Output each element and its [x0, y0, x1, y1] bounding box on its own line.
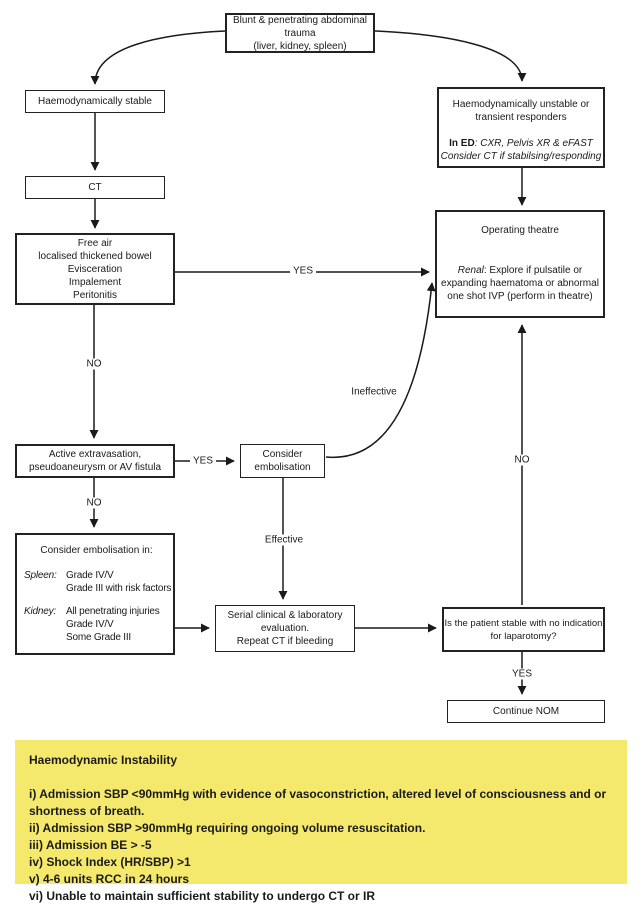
node-theatre-line: expanding haematoma or abnormal: [441, 278, 599, 289]
node-free-air-line: Peritonitis: [73, 289, 117, 301]
node-free-air-line: Evisceration: [67, 263, 123, 275]
node-consider-embolisation: [240, 444, 325, 478]
edge-label-no: NO: [512, 455, 533, 466]
edge-label-no: NO: [84, 359, 105, 370]
node-embolisation-in-title: Consider embolisation in:: [40, 545, 153, 556]
node-operating-theatre: [435, 210, 605, 318]
node-serial-line: evaluation.: [260, 623, 310, 634]
node-consider-embolisation-in: [15, 533, 175, 655]
edge-label-yes: YES: [509, 669, 535, 680]
instability-note-item: v) 4-6 units RCC in 24 hours: [29, 872, 190, 886]
in-ed-detail: : CXR, Pelvis XR & eFAST: [474, 138, 593, 149]
node-ct: [25, 176, 165, 199]
node-active-extravasation: [15, 444, 175, 478]
spleen-lines: [66, 569, 171, 595]
node-unstable-line: Haemodynamically unstable or: [452, 99, 590, 110]
renal-label: Renal: [457, 265, 484, 276]
node-free-air-line: localised thickened bowel: [38, 250, 152, 262]
edge-embolisation-ineffective-theatre: [326, 283, 432, 457]
node-free-air-line: Impalement: [68, 276, 122, 288]
node-stable-question: [442, 607, 605, 652]
kidney-line: All penetrating injuries: [66, 606, 160, 617]
node-trauma-line: (liver, kidney, spleen): [253, 40, 347, 52]
edge-label-yes: YES: [190, 456, 216, 467]
kidney-line: Some Grade III: [66, 632, 132, 643]
edge-trauma-to-unstable: [375, 31, 522, 81]
instability-note-item: i) Admission SBP <90mmHg with evidence of vasoconstriction, altered level of consciousness and or shortness of breath.: [29, 787, 607, 818]
node-theatre-title: Operating theatre: [481, 225, 559, 236]
node-free-air: [15, 233, 175, 305]
spleen-line: Grade III with risk factors: [66, 583, 172, 594]
node-trauma: [225, 13, 375, 53]
node-embolisation-line: embolisation: [254, 462, 311, 473]
node-unstable-in-ed-line: [449, 137, 593, 150]
node-serial-line: Repeat CT if bleeding: [236, 636, 334, 647]
instability-note-item: vi) Unable to maintain sufficient stability to undergo CT or IR: [29, 889, 376, 903]
node-serial-evaluation: [215, 605, 355, 652]
spleen-label: Spleen:: [24, 570, 57, 581]
edge-label-yes: YES: [290, 266, 316, 277]
node-continue-nom: [447, 700, 605, 723]
node-haemodynamically-stable: [25, 90, 165, 113]
edge-label-no: NO: [84, 498, 105, 509]
node-haemodynamically-unstable: [437, 87, 605, 168]
node-question-line: for laparotomy?: [490, 630, 557, 642]
kidney-label: Kidney:: [24, 606, 56, 617]
spleen-row: [24, 569, 172, 595]
node-theatre-renal-line: [458, 264, 583, 277]
instability-note-title: Haemodynamic Instability: [29, 753, 178, 767]
kidney-row: [24, 605, 169, 644]
spleen-line: Grade IV/V: [66, 570, 114, 581]
node-continue-nom-label: Continue NOM: [492, 706, 560, 717]
instability-note: [15, 740, 627, 903]
node-trauma-line: trauma: [284, 27, 316, 39]
node-stable-label: Haemodynamically stable: [38, 96, 152, 107]
node-serial-line: Serial clinical & laboratory: [227, 610, 343, 621]
instability-note-item: ii) Admission SBP >90mmHg requiring ongoing volume resuscitation.: [29, 821, 426, 835]
kidney-lines: [66, 605, 160, 644]
edge-label-ineffective: Ineffective: [348, 387, 399, 398]
renal-detail: : Explore if pulsatile or: [483, 265, 583, 276]
instability-note-item: iv) Shock Index (HR/SBP) >1: [29, 855, 191, 869]
edge-trauma-to-stable: [95, 31, 225, 84]
node-ct-label: CT: [88, 182, 102, 193]
kidney-line: Grade IV/V: [66, 619, 114, 630]
node-theatre-line: one shot IVP (perform in theatre): [447, 291, 593, 302]
edge-label-effective: Effective: [262, 535, 306, 546]
node-free-air-line: Free air: [77, 237, 113, 249]
node-question-line: Is the patient stable with no indication: [444, 617, 603, 629]
instability-note-item: iii) Admission BE > -5: [29, 838, 152, 852]
node-unstable-line: transient responders: [475, 112, 567, 123]
node-unstable-consider-line: Consider CT if stabilsing/responding: [440, 151, 602, 162]
node-extravasation-line: pseudoaneurysm or AV fistula: [28, 462, 162, 473]
node-trauma-line: Blunt & penetrating abdominal: [233, 14, 367, 26]
node-extravasation-line: Active extravasation,: [48, 449, 142, 460]
in-ed-label: In ED: [449, 138, 475, 149]
node-embolisation-line: Consider: [262, 449, 303, 460]
